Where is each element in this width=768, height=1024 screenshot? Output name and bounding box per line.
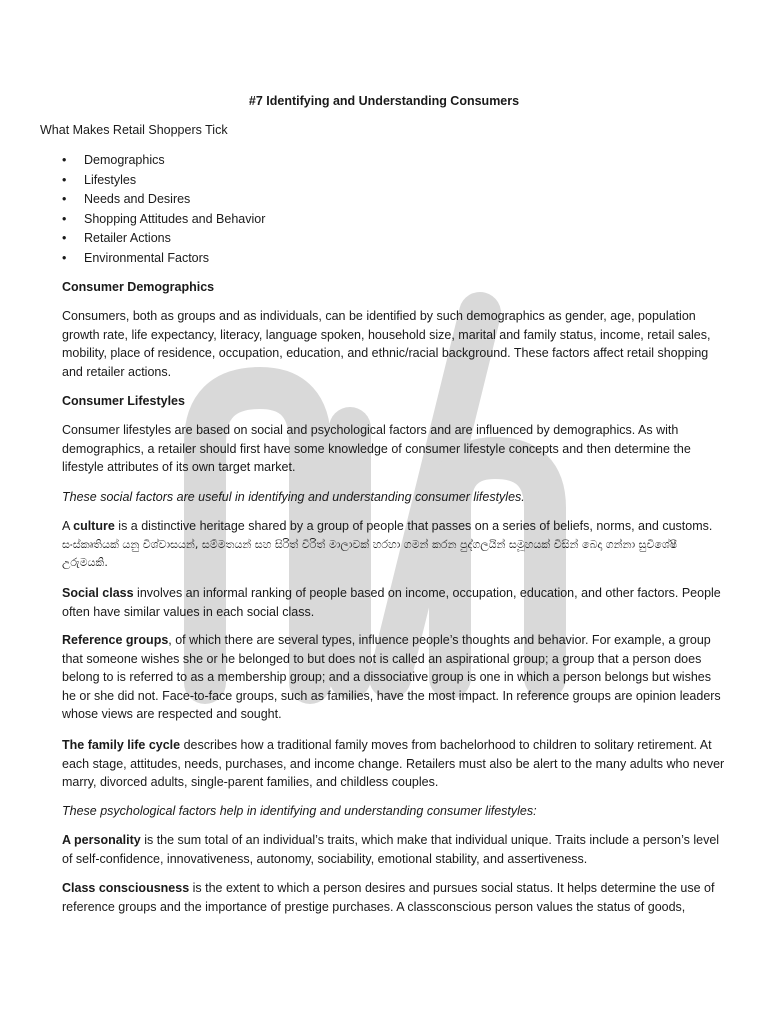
list-item: • Retailer Actions [62, 230, 265, 250]
list-item: • Demographics [62, 152, 265, 172]
family-life-cycle-term: The family life cycle [62, 738, 181, 752]
list-item: • Needs and Desires [62, 191, 265, 211]
intro-line: What Makes Retail Shoppers Tick [40, 123, 228, 137]
document-title: #7 Identifying and Understanding Consumers [248, 94, 520, 108]
class-consciousness-term: Class consciousness [62, 881, 190, 895]
culture-prefix: A [62, 519, 74, 533]
family-life-cycle-definition: describes how a traditional family moves from bachelorhood to children to solitary retirement. At each stage, attitudes, needs, purchases, and income change. Retailers must also be alert to the many adults who never marry, divorced adults, single-parent families, and childless couples. [62, 738, 725, 790]
reference-groups-definition: , of which there are several types, influence people’s thoughts and behavior. For example, a group that someone wishes she or he belonged to but does not is called an aspirational group; a group that a person does belong to is referred to as a membership group; and a dissociative group is one in which a person belongs but wishes he or she did not. Face-to-face groups, such as families, have the most impact. In reference groups are opinion leaders whose views are respected and sought. [62, 633, 721, 722]
list-item: • Lifestyles [62, 172, 265, 192]
social-class-paragraph [62, 584, 726, 621]
topics-list [62, 152, 265, 270]
list-item: • Shopping Attitudes and Behavior [62, 211, 265, 231]
culture-sinhala-translation: සංස්කෘතියක් යනු විශ්වාසයන්, සම්මතයන් සහ සිරිත් විරිත් මාලාවක් හරහා ගමන් කරන පුද්ගලයින් සමූහයක් විසින් බෙදා ගන්නා සුවිශේෂී උරුමයකි. [62, 537, 678, 570]
culture-paragraph [62, 517, 726, 573]
lifestyles-paragraph: Consumer lifestyles are based on social and psychological factors and are influenced by demographics. As with demographics, a retailer should first have some knowledge of consumer lifestyle concepts and then determine the lifestyle attributes of its own target market. [62, 423, 691, 475]
culture-term: culture [73, 519, 115, 533]
social-factors-intro: These social factors are useful in identifying and understanding consumer lifestyles. [62, 490, 525, 504]
culture-definition: is a distinctive heritage shared by a group of people that passes on a series of beliefs, norms, and customs. [114, 519, 713, 533]
social-class-definition: involves an informal ranking of people based on income, occupation, education, and other factors. People often have similar values in each social class. [62, 586, 721, 619]
class-consciousness-paragraph [62, 879, 726, 916]
demographics-heading: Consumer Demographics [62, 280, 215, 294]
demographics-paragraph: Consumers, both as groups and as individuals, can be identified by such demographics as gender, age, population growth rate, life expectancy, literacy, language spoken, household size, marital and family status, income, retail sales, mobility, place of residence, occupation, education, and ethnic/racial background. These factors affect retail shopping and retailer actions. [62, 309, 711, 379]
reference-groups-term: Reference groups [62, 633, 169, 647]
personality-paragraph [62, 831, 726, 868]
psychological-factors-intro: These psychological factors help in identifying and understanding consumer lifestyles: [62, 804, 537, 818]
list-item: • Environmental Factors [62, 250, 265, 270]
personality-term: A personality [62, 833, 141, 847]
lifestyles-heading: Consumer Lifestyles [62, 394, 185, 408]
reference-groups-paragraph [62, 631, 726, 724]
personality-definition: is the sum total of an individual’s traits, which make that individual unique. Traits include a person’s level of self-confidence, innovativeness, autonomy, sociability, emotional stability, and assertiveness. [62, 833, 720, 866]
social-class-term: Social class [62, 586, 134, 600]
class-consciousness-definition: is the extent to which a person desires and pursues social status. It helps determine the use of reference groups and the importance of prestige purchases. A classconscious person values the status of goods, [62, 881, 715, 914]
family-life-cycle-paragraph [62, 736, 726, 792]
